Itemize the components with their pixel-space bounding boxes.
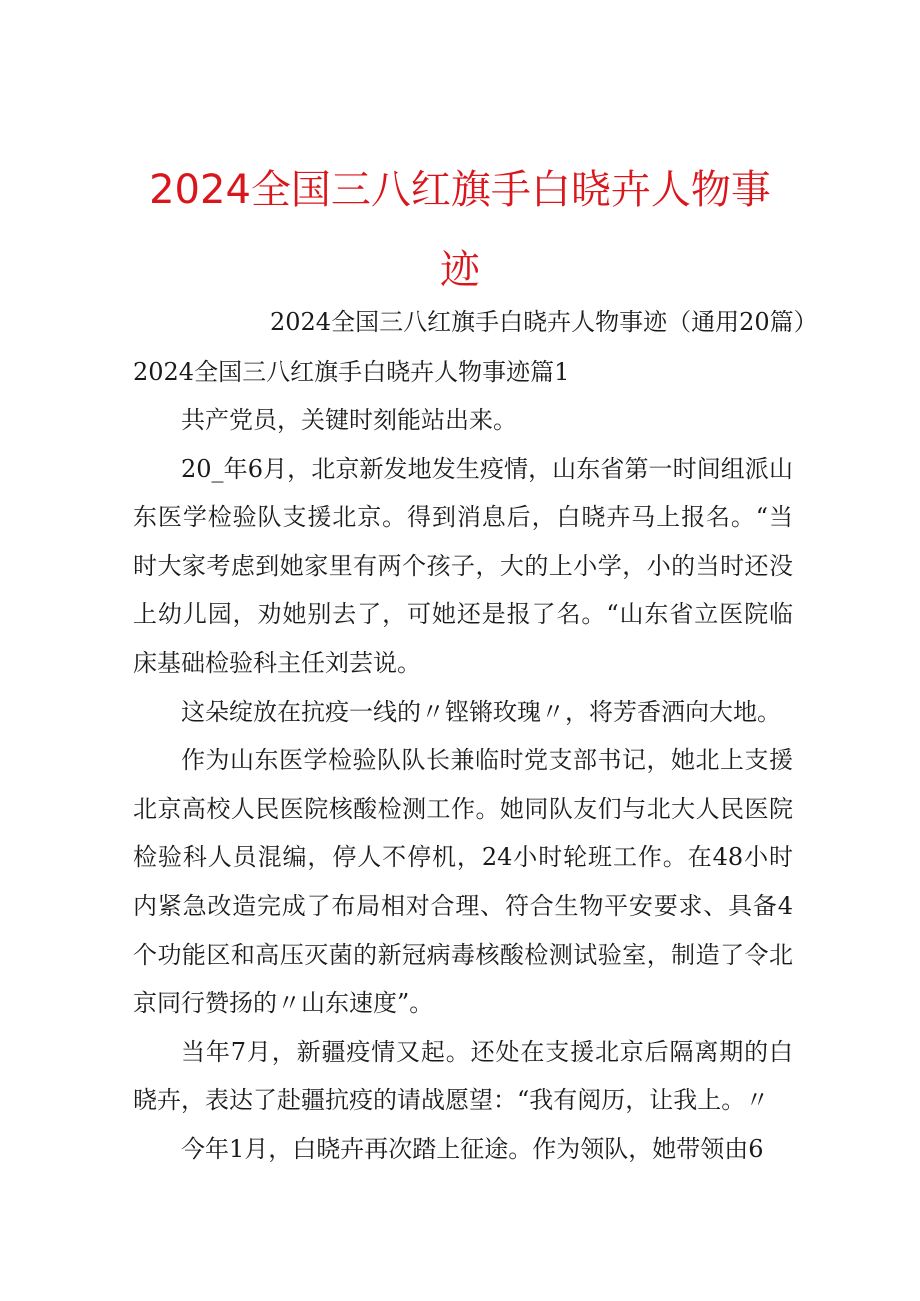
section-heading: 2024全国三八红旗手白晓卉人物事迹篇1 [133, 358, 570, 386]
paragraph: 今年1月，白晓卉再次踏上征途。作为领队，她带领由6 [181, 1134, 764, 1163]
paragraph: 这朵绽放在抗疫一线的〃铿锵玫瑰〃，将芳香洒向大地。 [181, 697, 781, 726]
document-title: 2024全国三八红旗手白晓卉人物事迹 [149, 167, 771, 293]
paragraph: 作为山东医学检验队队长兼临时党支部书记，她北上支援北京高校人民医院核酸检测工作。她同队友们与北大人民医院检验科人员混编，停人不停机，24小时轮班工作。在48小时内紧急改造完成了布局相对合理、符合生物平安要求、具备4个功能区和高压灭菌的新冠病毒核酸检测试验室，制造了令北京同行赞扬的〃山东速度”。 [133, 746, 793, 1018]
document-body [133, 396, 793, 1174]
paragraph: 当年7月，新疆疫情又起。还处在支援北京后隔离期的白晓卉，表达了赴疆抗疫的请战愿望：“我有阅历，让我上。〃 [133, 1037, 793, 1115]
paragraph: 共产党员，关键时刻能站出来。 [181, 406, 517, 434]
paragraph: 20_年6月，北京新发地发生疫情，山东省第一时间组派山东医学检验队支援北京。得到消息后，白晓卉马上报名。“当时大家考虑到她家里有两个孩子，大的上小学，小的当时还没上幼儿园，劝她别去了，可她还是报了名。“山东省立医院临床基础检验科主任刘芸说。 [133, 454, 793, 677]
document-subtitle: 2024全国三八红旗手白晓卉人物事迹（通用20篇） [270, 308, 818, 336]
